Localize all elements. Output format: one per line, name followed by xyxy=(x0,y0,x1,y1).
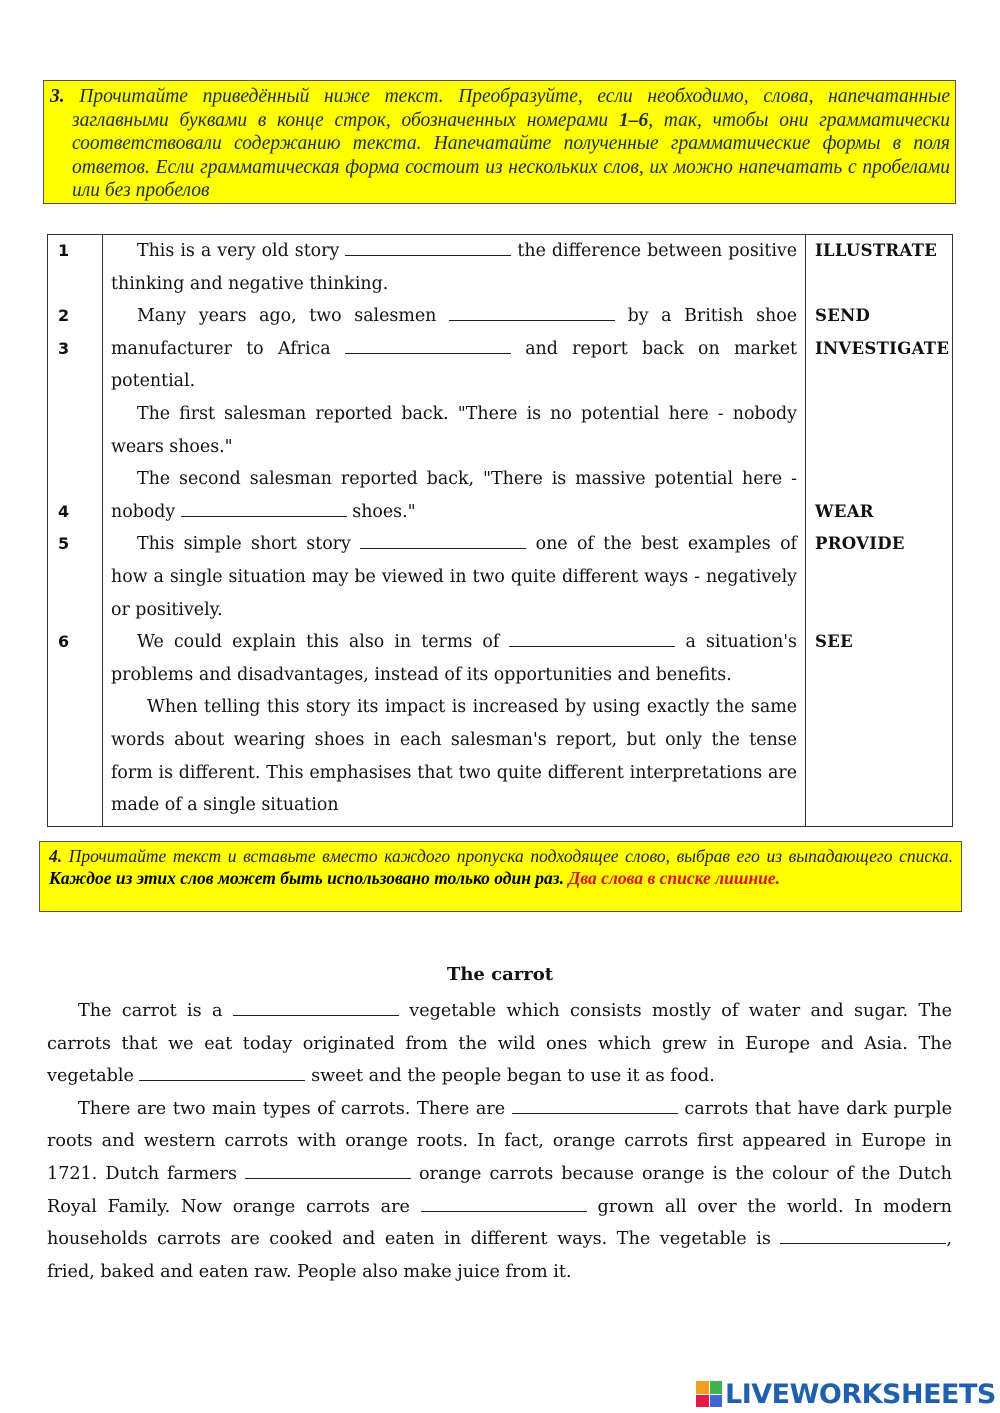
story-paragraph: Many years ago, two salesmen by a British shoe manufacturer to Africa and report back on market potential. xyxy=(111,306,797,392)
carrot-text xyxy=(47,995,952,1288)
answer-blank-6[interactable] xyxy=(509,645,675,647)
keyword-see: SEE xyxy=(815,632,853,652)
task4-red-note: Два слова в списке лишние. xyxy=(568,868,781,888)
dropdown-blank-4[interactable] xyxy=(245,1177,411,1179)
dropdown-blank-6[interactable] xyxy=(780,1242,946,1244)
story-paragraph: This simple short story one of the best examples of how a single situation may be viewed in two quite different ways - negatively or positively. xyxy=(111,534,797,620)
keywords-column xyxy=(806,235,953,827)
carrot-paragraph-1: The carrot is a vegetable which consists mostly of water and sugar. The carrots that we eat today originated from the wild ones which grew in Europe and Asia. The vegetable sweet and the people began to use it as food. xyxy=(47,1001,952,1087)
task4-instruction: Прочитайте текст и вставьте вместо каждого пропуска подходящее слово, выбрав его из выпадающего списка. xyxy=(62,846,953,866)
liveworksheets-logo[interactable] xyxy=(696,1376,996,1412)
story-paragraph: When telling this story its impact is increased by using exactly the same words about wearing shoes in each salesman's report, but only the tense form is different. This emphasises that two quite different interpretations are made of a single situation xyxy=(111,697,797,816)
line-number-2: 2 xyxy=(58,306,70,326)
keyword-investigate: INVESTIGATE xyxy=(815,338,950,358)
line-number-1: 1 xyxy=(58,241,70,260)
dropdown-blank-3[interactable] xyxy=(512,1112,678,1114)
keyword-wear: WEAR xyxy=(815,501,874,521)
line-number-4: 4 xyxy=(58,501,70,521)
dropdown-blank-5[interactable] xyxy=(421,1210,587,1212)
line-number-6: 6 xyxy=(58,632,70,652)
line-number-5: 5 xyxy=(58,534,70,554)
answer-blank-3[interactable] xyxy=(345,352,511,354)
task4-number: 4. xyxy=(49,846,63,866)
task3-instruction-after: , так, чтобы они грамматически соответствовали содержанию текста. Напечатайте полученные грамматические формы в поля ответов. Если грамматическая форма состоит из нескольких слов, их можно напечатать с пробелами или без пробелов xyxy=(72,109,950,202)
keyword-send: SEND xyxy=(815,306,871,326)
brand-name: LIVEWORKSHEETS xyxy=(725,1378,996,1410)
task3-instruction-box xyxy=(43,80,956,204)
answer-blank-4[interactable] xyxy=(181,515,347,517)
task4-bold-note: Каждое из этих слов может быть использовано только один раз. xyxy=(49,868,564,888)
keyword-illustrate: ILLUSTRATE xyxy=(815,241,938,260)
keyword-provide: PROVIDE xyxy=(815,534,905,554)
line-numbers-column xyxy=(48,235,103,827)
liveworksheets-logo-icon xyxy=(696,1381,722,1407)
story-text-column xyxy=(103,235,806,827)
story-paragraph: This is a very old story the difference between positive thinking and negative thinking. xyxy=(111,241,798,294)
dropdown-blank-2[interactable] xyxy=(139,1079,305,1081)
task3-instruction-before: Прочитайте приведённый ниже текст. Преобразуйте, если необходимо, слова, напечатанные заглавными буквами в конце строк, обозначенных номерами xyxy=(64,86,950,131)
story-paragraph: The second salesman reported back, "There is massive potential here - nobody shoes." xyxy=(111,469,797,522)
carrot-title: The carrot xyxy=(446,964,554,985)
story-paragraph: The first salesman reported back. "There is no potential here - nobody wears shoes." xyxy=(111,403,797,457)
story-paragraph: We could explain this also in terms of a situation's problems and disadvantages, instead of its opportunities and benefits. xyxy=(111,632,797,685)
word-formation-table xyxy=(47,234,953,827)
carrot-paragraph-2: There are two main types of carrots. There are carrots that have dark purple roots and western carrots with orange roots. In fact, orange carrots first appeared in Europe in 1721. Dutch farmers orange carrots because orange is the colour of the Dutch Royal Family. Now orange carrots are grown all over the world. In modern households carrots are cooked and eaten in different ways. The vegetable is , fried, baked and eaten raw. People also make juice from it. xyxy=(47,1098,952,1282)
task4-instruction-box xyxy=(39,841,962,912)
dropdown-blank-1[interactable] xyxy=(233,1014,399,1016)
answer-blank-2[interactable] xyxy=(449,319,615,321)
task3-range: 1–6 xyxy=(618,109,649,131)
task3-number: 3. xyxy=(50,86,65,107)
answer-blank-5[interactable] xyxy=(360,547,526,549)
answer-blank-1[interactable] xyxy=(345,254,511,256)
line-number-3: 3 xyxy=(58,338,70,358)
